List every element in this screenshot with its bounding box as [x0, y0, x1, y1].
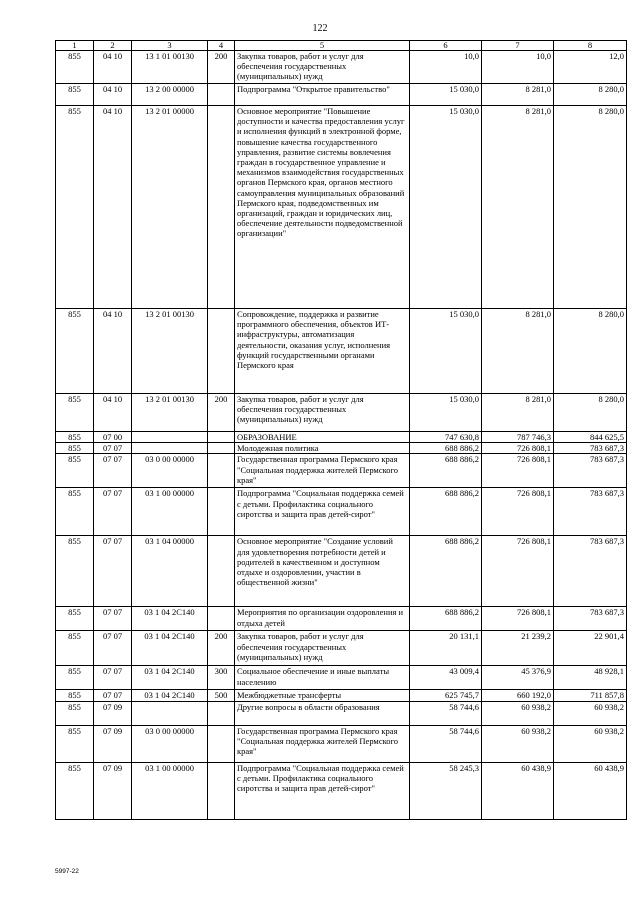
table-row: [56, 454, 627, 488]
cell-amount-2: 8 281,0: [482, 106, 554, 309]
cell-expense-type: [208, 725, 235, 762]
table-row: [56, 631, 627, 666]
cell-amount-2: 8 281,0: [482, 394, 554, 432]
cell-section-code: 07 09: [94, 701, 132, 725]
document-code: 5997-22: [55, 868, 79, 875]
cell-ministry-code: 855: [56, 488, 94, 536]
cell-section-code: 07 07: [94, 631, 132, 666]
budget-table: [55, 40, 627, 820]
cell-ministry-code: 855: [56, 701, 94, 725]
table-row: [56, 690, 627, 701]
cell-target-code: 13 2 01 00000: [132, 106, 208, 309]
cell-ministry-code: 855: [56, 762, 94, 819]
header-row: [56, 41, 627, 51]
cell-section-code: 04 10: [94, 84, 132, 106]
table-row: [56, 536, 627, 607]
cell-amount-2: 10,0: [482, 51, 554, 84]
cell-description: Социальное обеспечение и иные выплаты населению: [235, 666, 410, 690]
table-row: [56, 607, 627, 631]
cell-target-code: 03 1 04 2С140: [132, 666, 208, 690]
cell-amount-2: 21 239,2: [482, 631, 554, 666]
cell-amount-2: 60 438,9: [482, 762, 554, 819]
cell-amount-3: 60 938,2: [554, 701, 627, 725]
cell-description: Мероприятия по организации оздоровления и отдыха детей: [235, 607, 410, 631]
cell-amount-3: 60 938,2: [554, 725, 627, 762]
table-row: [56, 106, 627, 309]
cell-target-code: 03 0 00 00000: [132, 725, 208, 762]
cell-expense-type: [208, 432, 235, 443]
table-row: [56, 51, 627, 84]
cell-expense-type: 500: [208, 690, 235, 701]
cell-description: Подпрограмма "Открытое правительство": [235, 84, 410, 106]
cell-description: Подпрограмма "Социальная поддержка семей с детьми. Профилактика социального сиротства и защита прав детей-сирот": [235, 488, 410, 536]
cell-section-code: 04 10: [94, 106, 132, 309]
cell-amount-1: 688 886,2: [410, 443, 482, 454]
cell-amount-3: 844 625,5: [554, 432, 627, 443]
cell-expense-type: [208, 536, 235, 607]
table-row: [56, 701, 627, 725]
cell-target-code: 13 1 01 00130: [132, 51, 208, 84]
cell-amount-1: 688 886,2: [410, 607, 482, 631]
cell-amount-2: 787 746,3: [482, 432, 554, 443]
cell-amount-2: 726 808,1: [482, 454, 554, 488]
cell-target-code: [132, 443, 208, 454]
cell-amount-1: 15 030,0: [410, 394, 482, 432]
cell-amount-1: 688 886,2: [410, 536, 482, 607]
cell-description: Основное мероприятие "Создание условий для удовлетворения потребности детей и родителей в качественном и доступном отдыхе и оздоровлении, участии в общественной жизни": [235, 536, 410, 607]
cell-amount-1: 43 009,4: [410, 666, 482, 690]
cell-amount-1: 58 744,6: [410, 725, 482, 762]
table-row: [56, 666, 627, 690]
cell-section-code: 07 07: [94, 443, 132, 454]
cell-amount-1: 15 030,0: [410, 106, 482, 309]
table-row: [56, 84, 627, 106]
cell-section-code: 04 10: [94, 309, 132, 394]
cell-amount-2: 660 192,0: [482, 690, 554, 701]
cell-amount-1: 625 745,7: [410, 690, 482, 701]
cell-section-code: 07 07: [94, 607, 132, 631]
cell-amount-3: 783 687,3: [554, 443, 627, 454]
cell-ministry-code: 855: [56, 106, 94, 309]
header-cell: 2: [94, 41, 132, 51]
cell-description: Государственная программа Пермского края "Социальная поддержка жителей Пермского края": [235, 725, 410, 762]
cell-description: Сопровождение, поддержка и развитие программного обеспечения, объектов ИТ-инфраструктуры, автоматизация деятельности, оказания услуг, исполнения функций государственными органами Пермского края: [235, 309, 410, 394]
cell-amount-2: 726 808,1: [482, 607, 554, 631]
cell-amount-1: 58 744,6: [410, 701, 482, 725]
cell-section-code: 04 10: [94, 394, 132, 432]
cell-amount-2: 726 808,1: [482, 443, 554, 454]
cell-ministry-code: 855: [56, 51, 94, 84]
table-row: [56, 725, 627, 762]
table-row: [56, 762, 627, 819]
cell-amount-3: 783 687,3: [554, 536, 627, 607]
cell-amount-1: 15 030,0: [410, 84, 482, 106]
cell-target-code: [132, 701, 208, 725]
cell-amount-1: 688 886,2: [410, 488, 482, 536]
table-row: [56, 488, 627, 536]
table-row: [56, 443, 627, 454]
cell-amount-3: 8 280,0: [554, 84, 627, 106]
cell-target-code: 03 1 04 2С140: [132, 690, 208, 701]
cell-amount-3: 783 687,3: [554, 488, 627, 536]
cell-amount-1: 10,0: [410, 51, 482, 84]
cell-target-code: 03 1 04 2С140: [132, 607, 208, 631]
cell-expense-type: [208, 443, 235, 454]
cell-amount-3: 783 687,3: [554, 454, 627, 488]
cell-ministry-code: 855: [56, 690, 94, 701]
page-number: 122: [312, 23, 328, 34]
cell-target-code: 03 1 04 2С140: [132, 631, 208, 666]
cell-expense-type: 200: [208, 51, 235, 84]
header-cell: 8: [554, 41, 627, 51]
cell-expense-type: 300: [208, 666, 235, 690]
cell-amount-2: 726 808,1: [482, 488, 554, 536]
cell-expense-type: [208, 454, 235, 488]
cell-section-code: 07 00: [94, 432, 132, 443]
cell-amount-2: 60 938,2: [482, 725, 554, 762]
cell-ministry-code: 855: [56, 443, 94, 454]
cell-expense-type: [208, 762, 235, 819]
cell-amount-3: 783 687,3: [554, 607, 627, 631]
cell-amount-3: 8 280,0: [554, 394, 627, 432]
header-cell: 7: [482, 41, 554, 51]
cell-expense-type: [208, 106, 235, 309]
table-row: [56, 309, 627, 394]
cell-section-code: 07 07: [94, 690, 132, 701]
cell-expense-type: 200: [208, 631, 235, 666]
cell-ministry-code: 855: [56, 454, 94, 488]
cell-description: Молодежная политика: [235, 443, 410, 454]
cell-amount-1: 58 245,3: [410, 762, 482, 819]
cell-amount-3: 22 901,4: [554, 631, 627, 666]
cell-amount-2: 8 281,0: [482, 84, 554, 106]
cell-section-code: 04 10: [94, 51, 132, 84]
cell-amount-3: 8 280,0: [554, 309, 627, 394]
cell-section-code: 07 07: [94, 488, 132, 536]
cell-amount-3: 12,0: [554, 51, 627, 84]
cell-description: Межбюджетные трансферты: [235, 690, 410, 701]
cell-section-code: 07 07: [94, 666, 132, 690]
cell-section-code: 07 09: [94, 762, 132, 819]
header-cell: 4: [208, 41, 235, 51]
cell-description: Подпрограмма "Социальная поддержка семей с детьми. Профилактика социального сиротства и защита прав детей-сирот": [235, 762, 410, 819]
cell-amount-1: 15 030,0: [410, 309, 482, 394]
cell-amount-1: 688 886,2: [410, 454, 482, 488]
cell-ministry-code: 855: [56, 432, 94, 443]
cell-ministry-code: 855: [56, 309, 94, 394]
cell-ministry-code: 855: [56, 666, 94, 690]
cell-section-code: 07 07: [94, 536, 132, 607]
cell-amount-2: 60 938,2: [482, 701, 554, 725]
table-row: [56, 432, 627, 443]
header-cell: 3: [132, 41, 208, 51]
header-cell: 1: [56, 41, 94, 51]
cell-ministry-code: 855: [56, 607, 94, 631]
cell-ministry-code: 855: [56, 631, 94, 666]
cell-target-code: 03 1 04 00000: [132, 536, 208, 607]
cell-section-code: 07 09: [94, 725, 132, 762]
cell-expense-type: 200: [208, 394, 235, 432]
cell-amount-2: 45 376,9: [482, 666, 554, 690]
cell-amount-3: 60 438,9: [554, 762, 627, 819]
cell-expense-type: [208, 309, 235, 394]
cell-description: Закупка товаров, работ и услуг для обеспечения государственных (муниципальных) нужд: [235, 631, 410, 666]
cell-description: Основное мероприятие "Повышение доступности и качества предоставления услуг и исполнения функций в электронной форме, повышение качества государственного управления, развитие системы вовлечения граждан в государственное управление и механизмов взаимодействия государственных органов Пермского края, органов местного самоуправления муниципальных образований Пермского края, подведомственных им организаций, граждан и юридических лиц, обеспечение деятельности подведомственной организации": [235, 106, 410, 309]
cell-section-code: 07 07: [94, 454, 132, 488]
cell-target-code: 13 2 01 00130: [132, 309, 208, 394]
header-cell: 5: [235, 41, 410, 51]
cell-description: Другие вопросы в области образования: [235, 701, 410, 725]
header-cell: 6: [410, 41, 482, 51]
cell-description: Государственная программа Пермского края "Социальная поддержка жителей Пермского края": [235, 454, 410, 488]
cell-description: Закупка товаров, работ и услуг для обеспечения государственных (муниципальных) нужд: [235, 394, 410, 432]
cell-ministry-code: 855: [56, 725, 94, 762]
cell-target-code: 13 2 01 00130: [132, 394, 208, 432]
cell-target-code: 13 2 00 00000: [132, 84, 208, 106]
cell-ministry-code: 855: [56, 536, 94, 607]
cell-amount-2: 726 808,1: [482, 536, 554, 607]
cell-target-code: 03 1 00 00000: [132, 762, 208, 819]
cell-target-code: [132, 432, 208, 443]
cell-expense-type: [208, 607, 235, 631]
cell-amount-1: 20 131,1: [410, 631, 482, 666]
cell-target-code: 03 0 00 00000: [132, 454, 208, 488]
cell-amount-3: 48 928,1: [554, 666, 627, 690]
cell-description: ОБРАЗОВАНИЕ: [235, 432, 410, 443]
cell-target-code: 03 1 00 00000: [132, 488, 208, 536]
table-row: [56, 394, 627, 432]
cell-amount-2: 8 281,0: [482, 309, 554, 394]
cell-amount-3: 8 280,0: [554, 106, 627, 309]
cell-expense-type: [208, 84, 235, 106]
cell-expense-type: [208, 701, 235, 725]
cell-amount-3: 711 857,8: [554, 690, 627, 701]
cell-expense-type: [208, 488, 235, 536]
cell-ministry-code: 855: [56, 84, 94, 106]
cell-amount-1: 747 630,8: [410, 432, 482, 443]
cell-ministry-code: 855: [56, 394, 94, 432]
cell-description: Закупка товаров, работ и услуг для обеспечения государственных (муниципальных) нужд: [235, 51, 410, 84]
